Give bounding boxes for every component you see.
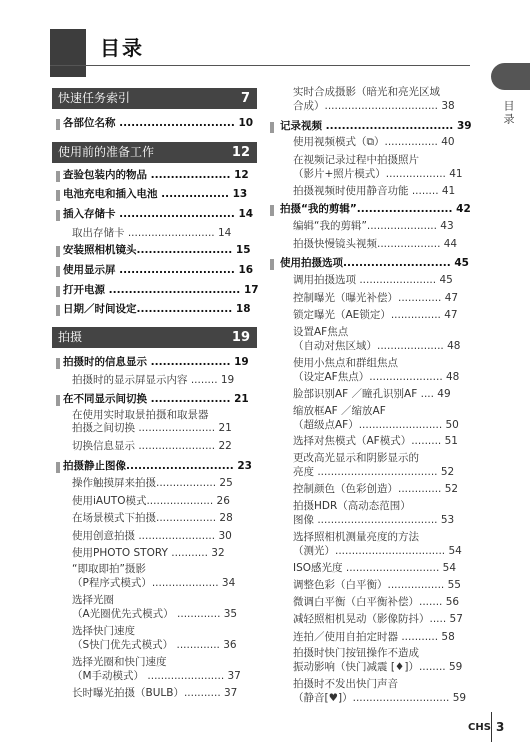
- toc-entry[interactable]: 安装照相机镜头........................ 15: [63, 244, 251, 256]
- toc-entry[interactable]: 打开电源 ................................. 17: [63, 284, 259, 296]
- section-page: 7: [240, 91, 250, 106]
- toc-entry[interactable]: 查验包装内的物品 .................... 12: [63, 169, 249, 181]
- toc-subentry[interactable]: 操作触摸屏来拍摄.................. 25: [72, 477, 233, 489]
- side-label: 目录: [502, 100, 515, 126]
- toc-subentry[interactable]: 拍摄时快门按钮操作不造成: [293, 647, 419, 659]
- toc-subentry[interactable]: 拍摄之间切换 ....................... 21: [72, 422, 232, 434]
- toc-subentry[interactable]: 使用创意拍摄 ....................... 30: [72, 530, 232, 542]
- section-header-shooting[interactable]: [52, 327, 257, 348]
- toc-entry[interactable]: 拍摄时的信息显示 .................... 19: [63, 356, 249, 368]
- toc-subentry[interactable]: （M手动模式） ....................... 37: [72, 670, 241, 682]
- toc-subentry[interactable]: 拍摄快慢镜头视频................... 44: [293, 238, 458, 250]
- toc-subentry[interactable]: 减轻照相机晃动（影像防抖）..... 57: [293, 613, 463, 625]
- toc-subentry[interactable]: （影片+照片模式）.................. 41: [293, 168, 463, 180]
- toc-subentry[interactable]: （设定AF焦点）...................... 48: [293, 371, 460, 383]
- toc-subentry[interactable]: 设置AF焦点: [293, 326, 349, 338]
- toc-entry[interactable]: 拍摄“我的剪辑”........................ 42: [280, 203, 471, 215]
- toc-subentry[interactable]: （自动对焦区域）.................... 48: [293, 340, 461, 352]
- toc-subentry[interactable]: 缩放框AF ／缩放AF: [293, 405, 386, 417]
- footer-language: CHS: [468, 722, 491, 733]
- toc-subentry[interactable]: （超级点AF）......................... 50: [293, 419, 459, 431]
- bullet-marker: [270, 259, 274, 270]
- toc-subentry[interactable]: 在视频记录过程中拍摄照片: [293, 154, 419, 166]
- toc-subentry[interactable]: （P程序式模式）.................... 34: [72, 577, 236, 589]
- bullet-marker: [56, 286, 60, 297]
- page-title: 目录: [100, 36, 144, 60]
- toc-subentry[interactable]: 选择光圈: [72, 594, 114, 606]
- toc-subentry[interactable]: 选择对焦模式（AF模式）......... 51: [293, 435, 458, 447]
- toc-subentry[interactable]: 使用iAUTO模式.................... 26: [72, 495, 230, 507]
- toc-entry[interactable]: 电池充电和插入电池 ................. 13: [63, 188, 248, 200]
- toc-subentry[interactable]: 拍摄视频时使用静音功能 ........ 41: [293, 185, 456, 197]
- toc-subentry[interactable]: “即取即拍”摄影: [72, 563, 146, 575]
- bullet-marker: [270, 205, 274, 216]
- toc-subentry[interactable]: 控制颜色（色彩创造）............. 52: [293, 483, 459, 495]
- toc-subentry[interactable]: 使用小焦点和群组焦点: [293, 357, 398, 369]
- section-header-quick-index[interactable]: [52, 88, 257, 109]
- toc-subentry[interactable]: （静音[♥]）............................. 59: [293, 692, 467, 704]
- bullet-marker: [56, 171, 60, 182]
- chapter-tab[interactable]: [491, 63, 530, 90]
- section-label: 拍摄: [58, 330, 83, 344]
- bullet-marker: [56, 190, 60, 201]
- toc-subentry[interactable]: 拍摄时不发出快门声音: [293, 678, 398, 690]
- toc-entry[interactable]: 使用拍摄选项........................... 45: [280, 257, 469, 269]
- toc-entry[interactable]: 各部位名称 ............................. 10: [63, 117, 254, 129]
- toc-entry[interactable]: 日期／时间设定........................ 18: [63, 303, 251, 315]
- toc-subentry[interactable]: 选择光圈和快门速度: [72, 656, 167, 668]
- toc-subentry[interactable]: 切换信息显示 ....................... 22: [72, 440, 232, 452]
- toc-subentry[interactable]: 长时曝光拍摄（BULB）........... 37: [72, 687, 238, 699]
- section-label: 使用前的准备工作: [58, 145, 155, 159]
- bullet-marker: [56, 210, 60, 221]
- bullet-marker: [270, 122, 274, 133]
- toc-subentry[interactable]: 控制曝光（曝光补偿）............. 47: [293, 292, 459, 304]
- footer-divider: [491, 712, 492, 742]
- toc-subentry[interactable]: 亮度 .................................... 52: [293, 466, 455, 478]
- toc-subentry[interactable]: 更改高光显示和阴影显示的: [293, 452, 419, 464]
- toc-entry[interactable]: 使用显示屏 ............................. 16: [63, 264, 254, 276]
- toc-subentry[interactable]: 图像 .................................... 53: [293, 514, 455, 526]
- toc-entry[interactable]: 插入存储卡 ............................. 14: [63, 208, 254, 220]
- bullet-marker: [56, 246, 60, 257]
- bullet-marker: [56, 395, 60, 406]
- toc-subentry[interactable]: 选择照相机测量亮度的方法: [293, 531, 419, 543]
- header-block: [50, 29, 86, 77]
- toc-subentry[interactable]: 锁定曝光（AE锁定）............... 47: [293, 309, 458, 321]
- section-header-preparation[interactable]: [52, 142, 257, 163]
- section-page: 12: [231, 145, 250, 160]
- toc-subentry[interactable]: 振动影响（快门减震 [♦]）........ 59: [293, 661, 463, 673]
- toc-subentry[interactable]: 在场景模式下拍摄.................. 28: [72, 512, 233, 524]
- toc-subentry[interactable]: 调整色彩（白平衡）................. 55: [293, 579, 461, 591]
- toc-subentry[interactable]: 脸部识别AF ／瞳孔识别AF .... 49: [293, 388, 451, 400]
- toc-subentry[interactable]: 编辑“我的剪辑”..................... 43: [293, 220, 454, 232]
- toc-subentry[interactable]: 选择快门速度: [72, 625, 135, 637]
- bullet-marker: [56, 119, 60, 130]
- toc-subentry[interactable]: 使用PHOTO STORY ........... 32: [72, 547, 225, 559]
- bullet-marker: [56, 358, 60, 369]
- toc-entry[interactable]: 在不同显示间切换 .................... 21: [63, 393, 249, 405]
- toc-subentry[interactable]: （测光）................................. 54: [293, 545, 462, 557]
- toc-subentry[interactable]: （S快门优先式模式） ............. 36: [72, 639, 237, 651]
- toc-subentry[interactable]: 拍摄HDR（高动态范围）: [293, 500, 411, 512]
- toc-subentry[interactable]: 拍摄时的显示屏显示内容 ........ 19: [72, 374, 235, 386]
- toc-subentry[interactable]: 合成）.................................. 38: [293, 100, 455, 112]
- toc-subentry[interactable]: 取出存储卡 .......................... 14: [72, 227, 232, 239]
- toc-subentry[interactable]: 使用视频模式（⧉）................ 40: [293, 136, 455, 148]
- section-label: 快速任务索引: [58, 91, 131, 105]
- title-divider: [50, 65, 470, 66]
- section-page: 19: [231, 330, 250, 345]
- bullet-marker: [56, 305, 60, 316]
- toc-entry[interactable]: 拍摄静止图像........................... 23: [63, 460, 252, 472]
- bullet-marker: [56, 266, 60, 277]
- toc-subentry[interactable]: 连拍／使用自拍定时器 ........... 58: [293, 631, 455, 643]
- bullet-marker: [56, 462, 60, 473]
- page-number: 3: [496, 720, 505, 734]
- toc-subentry[interactable]: 微调白平衡（白平衡补偿）....... 56: [293, 596, 460, 608]
- toc-subentry[interactable]: 实时合成摄影（暗光和亮光区域: [293, 86, 440, 98]
- toc-subentry[interactable]: 在使用实时取景拍摄和取景器: [72, 409, 209, 421]
- toc-subentry[interactable]: 调用拍摄选项 ....................... 45: [293, 274, 453, 286]
- toc-entry[interactable]: 记录视频 ................................ 39: [280, 120, 472, 132]
- toc-subentry[interactable]: （A光圈优先式模式） ............. 35: [72, 608, 238, 620]
- toc-subentry[interactable]: ISO感光度 ............................ 54: [293, 562, 457, 574]
